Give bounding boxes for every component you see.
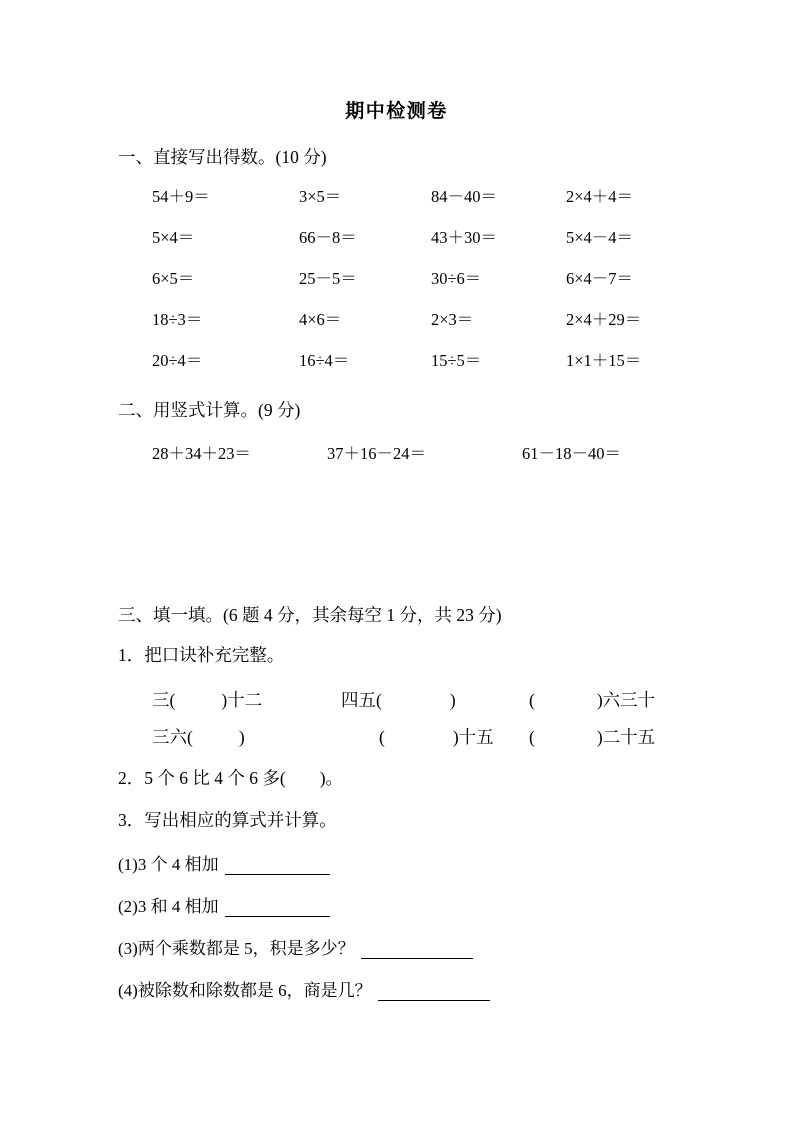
vertical-calc-problem: 28＋34＋23＝ [152, 444, 251, 463]
item-text: 5 个 6 比 4 个 6 多( [144, 768, 286, 788]
calc-problem: 4×6＝ [299, 310, 342, 329]
koujue-blank[interactable] [529, 724, 689, 749]
subitem-2 [118, 897, 330, 917]
item-text: 写出相应的算式并计算。 [144, 810, 337, 830]
calc-row [152, 270, 692, 311]
subitem-text: 两个乘数都是 5，积是多少？ [137, 939, 355, 958]
calc-problem: 2×4＋29＝ [566, 310, 642, 329]
koujue-after: )十二 [221, 690, 263, 710]
calc-problem: 1×1＋15＝ [566, 351, 642, 370]
koujue-after: ) [238, 727, 245, 747]
fill-item-3 [118, 810, 337, 831]
item-text-after: )。 [319, 768, 344, 788]
calc-problem: 16÷4＝ [299, 351, 350, 370]
item-number: 3． [118, 810, 145, 830]
item-number: 1． [118, 645, 145, 665]
calc-problem: 66－8＝ [299, 228, 357, 247]
vertical-calc-problem: 61－18－40＝ [522, 444, 621, 463]
calc-problem: 2×4＋4＝ [566, 187, 634, 206]
koujue-blank[interactable] [152, 687, 341, 712]
vertical-arithmetic-row [152, 440, 697, 464]
section-heading-3: 三、填一填。(6 题 4 分，其余每空 1 分，共 23 分) [118, 605, 502, 625]
section-heading-1: 一、直接写出得数。(10 分) [118, 147, 327, 167]
calc-problem: 20÷4＝ [152, 351, 203, 370]
calc-problem: 43＋30＝ [431, 228, 497, 247]
calc-row [152, 188, 692, 229]
answer-blank[interactable] [361, 942, 473, 959]
subitem-text: 被除数和除数都是 6，商是几？ [137, 981, 372, 1000]
koujue-before: 三( [152, 690, 176, 710]
subitem-label: (4) [118, 981, 138, 1000]
vertical-calc-problem: 37＋16－24＝ [327, 444, 426, 463]
calc-row [152, 229, 692, 270]
fill-item-1 [118, 645, 284, 666]
koujue-after: )六三十 [596, 690, 656, 710]
calc-row [152, 352, 692, 393]
koujue-blank[interactable] [152, 724, 341, 749]
koujue-after: )二十五 [596, 727, 656, 747]
subitem-3 [118, 939, 473, 959]
calc-row [152, 311, 692, 352]
calc-problem: 84－40＝ [431, 187, 497, 206]
calc-problem: 15÷5＝ [431, 351, 482, 370]
koujue-row [152, 687, 689, 712]
koujue-before: 四五( [341, 690, 382, 710]
calc-problem: 3×5＝ [299, 187, 342, 206]
koujue-row [152, 724, 689, 749]
calc-problem: 5×4＝ [152, 228, 195, 247]
subitem-label: (2) [118, 897, 138, 916]
answer-blank[interactable] [225, 900, 330, 917]
subitem-text: 3 和 4 相加 [137, 897, 219, 916]
koujue-after: ) [449, 690, 456, 710]
koujue-blank[interactable] [341, 724, 529, 749]
subitem-label: (1) [118, 855, 138, 874]
calc-problem: 30÷6＝ [431, 269, 482, 288]
item-text: 把口诀补充完整。 [144, 645, 285, 665]
koujue-before: ( [529, 690, 535, 710]
koujue-blank[interactable] [341, 687, 529, 712]
koujue-blank[interactable] [529, 687, 689, 712]
koujue-before: 三六( [152, 727, 193, 747]
calc-problem: 6×5＝ [152, 269, 195, 288]
calc-problem: 5×4－4＝ [566, 228, 634, 247]
koujue-before: ( [379, 727, 385, 747]
calc-problem: 6×4－7＝ [566, 269, 634, 288]
calc-problem: 2×3＝ [431, 310, 474, 329]
answer-blank[interactable] [378, 984, 490, 1001]
section-heading-2: 二、用竖式计算。(9 分) [118, 400, 301, 420]
fill-item-2 [118, 768, 343, 789]
item-number: 2． [118, 768, 145, 788]
answer-blank[interactable] [225, 858, 330, 875]
koujue-after: )十五 [452, 727, 494, 747]
subitem-text: 3 个 4 相加 [137, 855, 219, 874]
koujue-before: ( [529, 727, 535, 747]
page-title: 期中检测卷 [345, 100, 448, 122]
oral-arithmetic-grid [152, 188, 692, 393]
calc-problem: 25－5＝ [299, 269, 357, 288]
subitem-label: (3) [118, 939, 138, 958]
subitem-4 [118, 981, 490, 1001]
calc-problem: 18÷3＝ [152, 310, 203, 329]
calc-problem: 54＋9＝ [152, 187, 210, 206]
subitem-1 [118, 855, 330, 875]
